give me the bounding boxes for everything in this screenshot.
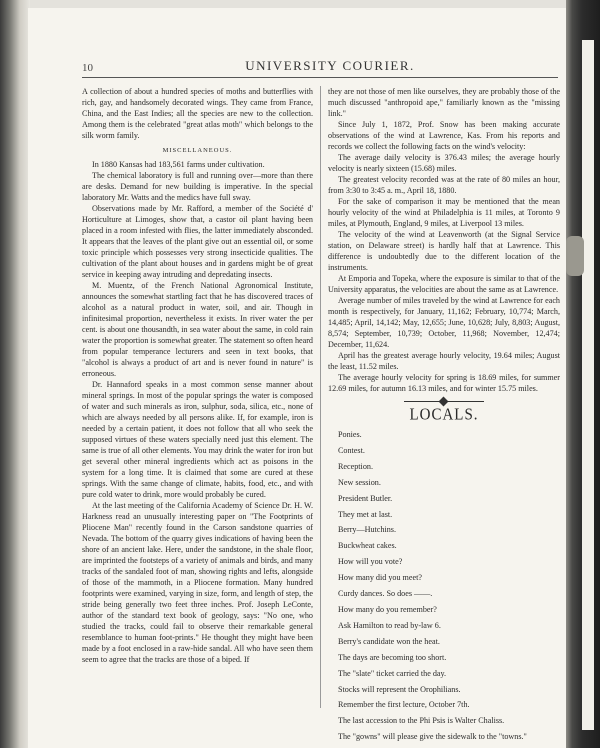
local-item: Berry—Hutchins. (338, 525, 396, 535)
local-item: Ask Hamilton to read by-law 6. (338, 620, 441, 630)
local-item: They met at last. (338, 509, 393, 519)
paragraph: The greatest velocity recorded was at the rate of 80 miles an hour, from 3:30 to 3:45 a. m., April 18, 1880. (328, 175, 560, 195)
locals-heading: LOCALS. (409, 406, 479, 424)
local-item: The "gowns" will please give the sidewalk to the "towns." (338, 732, 527, 742)
paragraph: At Emporia and Topeka, where the exposure is similar to that of the University apparatus, the velocities are about the same as at Lawrence. (328, 274, 560, 294)
page-number: 10 (82, 62, 93, 74)
local-item: The last accession to the Phi Psis is Walter Chaliss. (338, 716, 505, 726)
local-item: New session. (338, 477, 381, 487)
local-item: Reception. (338, 461, 373, 471)
ornamental-rule (404, 398, 484, 404)
local-item: Ponies. (338, 430, 362, 439)
page-clip (566, 236, 584, 276)
local-item: Curdy dances. So does ——. (338, 589, 433, 599)
paragraph: The chemical laboratory is full and running over—more than there are desks. Demand for new building is imperative. In the special laboratory Mr. Watts and the medics have full sway. (82, 171, 313, 202)
local-item: Stocks will represent the Orophilians. (338, 684, 461, 694)
paragraph: At the last meeting of the California Academy of Science Dr. H. W. Harkness read an unusually interesting paper on "The Footprints of Pliocene Man" recently found in the Carson sandstone quarries of Nevada. The bottom of the quarry gives indications of having been the shore of an ancient lake. Here, under the sandstone, in the shale floor, are imprinted the footsteps of a variety of animals and birds, and many tracks of the sandaled foot of man, showing rights and lefts, alongside of those of the mammoth, in a Pliocene formation. Many hundred footprints were examined, varying in size, form, and length of step, the stride being generally two feet three inches. Prof. Joseph LeConte, author of the standard text book of geology, says: "No one, who studied the tracks, could fail to observe their remarkable general resemblance to human foot-prints." He thought they might have been made by a foot enclosed in a raw-hide sandal. All who have seen them seem to agree that the tracks are those of a biped. If (82, 501, 313, 664)
local-item: How many did you meet? (338, 573, 422, 583)
left-column (82, 86, 313, 665)
right-column (328, 86, 560, 745)
column-divider (320, 86, 321, 708)
paragraph: Average number of miles traveled by the wind at Lawrence for each month is respectively, for January, 11,162; February, 10,774; March, 14,485; April, 14,142; May, 12,655; June, 10,628; July, 8,803; August, 8,574; September, 10,739; October, 11,968; November, 12,474; December, 11,624. (328, 296, 560, 349)
local-item: How will you vote? (338, 557, 403, 567)
local-item: The days are becoming too short. (338, 652, 447, 662)
local-item: President Butler. (338, 493, 393, 503)
local-item: Contest. (338, 445, 365, 455)
paragraph: The average hourly velocity for spring is 18.69 miles, for summer 12.69 miles, for autumn 16.13 miles, and for winter 15.75 miles. (328, 373, 560, 393)
local-item: Buckwheat cakes. (338, 541, 397, 551)
local-item: Remember the first lecture, October 7th. (338, 700, 470, 710)
book-binding (0, 0, 30, 748)
paragraph: The average daily velocity is 376.43 miles; the average hourly velocity is nearly sixteen (15.68) miles. (328, 153, 560, 173)
paragraph: The velocity of the wind at Leavenworth (at the Signal Service station, on Delaware street) is hardly half that at Lawrence. This difference is undoubtedly due to the different location of the instruments. (328, 230, 560, 272)
header-rule (82, 77, 558, 78)
paragraph: In 1880 Kansas had 183,561 farms under cultivation. (92, 160, 265, 169)
paragraph: April has the greatest average hourly velocity, 19.64 miles; August the least, 11.52 miles. (328, 351, 560, 371)
paragraph: Observations made by Mr. Rafford, a member of the Société d' Horticulture at Limoges, show that, a castor oil plant having been placed in a room infested with flies, the latter immediately absconded. It appears that the leaves of the plant give out an essential oil, or some toxic principle which possesses very strong insecticide qualities. The cultivation of the plant about houses and in gardens might be of great service in keeping away intruding and depredating insects. (82, 204, 313, 279)
paragraph: For the sake of comparison it may be mentioned that the mean hourly velocity of the wind at Philadelphia is 11 miles, at Toronto 9 miles, at Plymouth, England, 9 miles, at Liverpool 13 miles. (328, 197, 560, 228)
paragraph: M. Muentz, of the French National Agronomical Institute, announces the somewhat startling fact that he has discovered traces of alcohol as a natural product in water, soil, and air. Though in infinitesimal proportion, nevertheless it exists. In river water the per cent. is about one thousandth, in sea water about the same, in cold rain water the proportion is somewhat greater. The statement so often heard from popular temperance lecturers and seen in text books, that "alcohol is always a product of art and is never found in nature" is erroneous. (82, 281, 313, 378)
local-item: Berry's candidate won the heat. (338, 636, 440, 646)
paragraph: they are not those of men like ourselves, they are probably those of the much discussed "anthropoid ape," familiarly known as the "missing link." (328, 87, 560, 118)
paragraph: Since July 1, 1872, Prof. Snow has been making accurate observations of the wind at Lawrence, Kas. From his reports and records we collect the following facts on the wind's velocity: (328, 120, 560, 151)
paragraph: Dr. Hannaford speaks in a most common sense manner about mineral springs. In most of the popular springs the water is composed of water and such minerals as iron, sulphur, soda, silica, etc., none of which are always needed by all persons alike. If, for example, iron is needed by a certain patient, it does not follow that all who seek the supposed virtues of these waters specially need just this element. The same is true of all other elements. You may drink the water for iron but get several other mineral ingredients which act as poisons in the system for a long time. It is claimed that some are cured at these springs. With the same change of climate, habits, food, etc., and with pure cold water to drink, more would probably be cured. (82, 380, 313, 499)
running-head: UNIVERSITY COURIER. (245, 58, 415, 73)
local-item: How many do you remember? (338, 604, 437, 614)
section-subhead: MISCELLANEOUS. (162, 147, 233, 154)
next-page-edge (582, 40, 594, 730)
local-item: The "slate" ticket carried the day. (338, 668, 447, 678)
paragraph: A collection of about a hundred species of moths and butterflies with rich, gay, and handsomely decorated wings. They came from France, China, and the East Indies; all the species are new to the collection. Among them is the celebrated "great atlas moth" which belongs to the silk worm family. (82, 87, 313, 140)
